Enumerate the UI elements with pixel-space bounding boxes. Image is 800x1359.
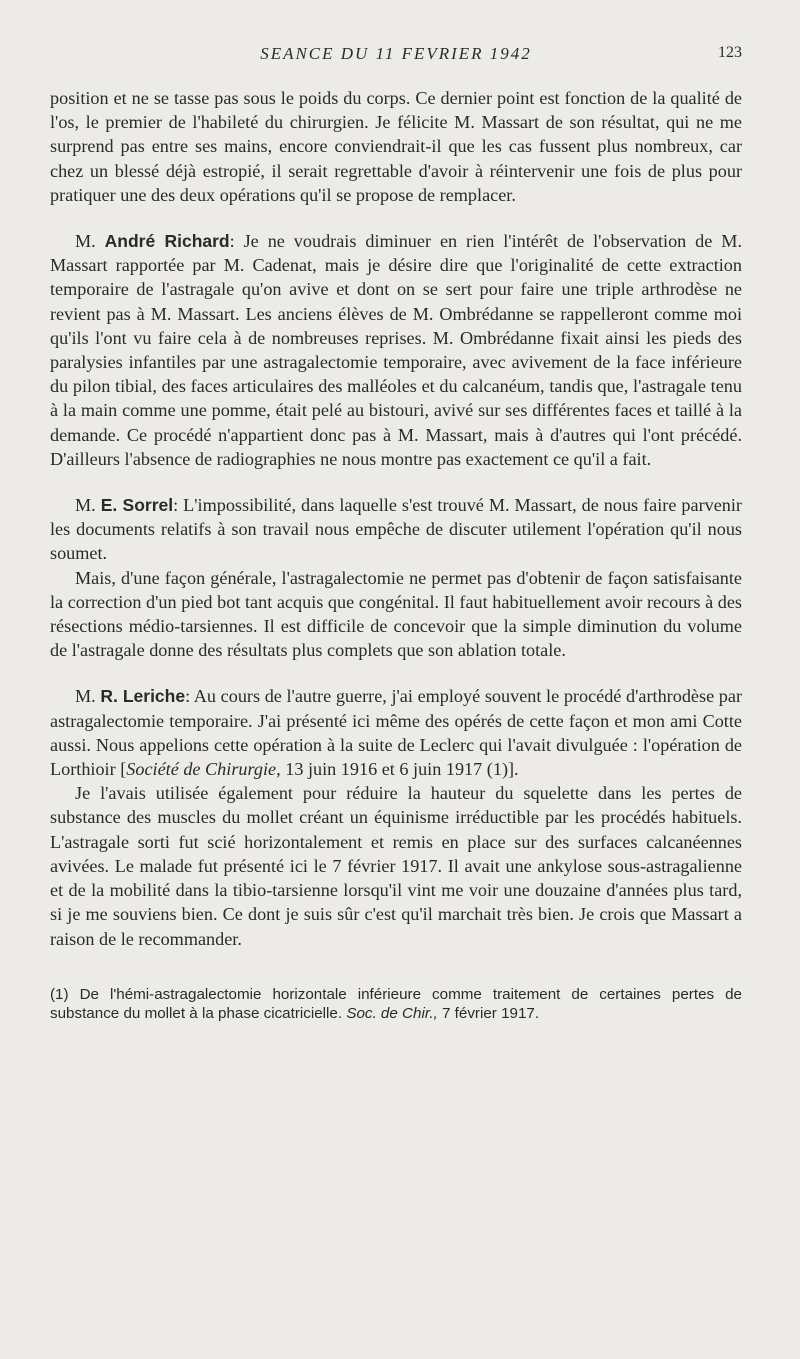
paragraph-text: : Au cours de l'autre guerre, j'ai employé souvent le procédé d'arthrodèse par astragalectomie temporaire. J'ai présenté ici même des opérés de cette façon et mon ami Cotte aussi. Nous appelions cette opération à la suite de Leclerc qui l'avait divulguée : l'opération de Lorthioir [ — [50, 686, 743, 780]
paragraph-richard — [50, 229, 742, 471]
citation-journal: Société de Chirurgie, — [126, 759, 281, 780]
speaker-name-leriche: R. Leriche — [100, 686, 186, 707]
footnote — [50, 985, 742, 1024]
footnote-text: (1) De l'hémi-astragalectomie horizontale inférieure comme traitement de certaines pertes de substance du mollet à la phase cicatricielle. — [50, 985, 742, 1023]
paragraph-leriche — [50, 684, 742, 781]
paragraph-gap — [50, 207, 742, 229]
paragraph-sorrel-continued: Mais, d'une façon générale, l'astragalectomie ne permet pas d'obtenir de façon satisfaisante la correction d'un pied bot tant acquis que congénital. Il faut habituellement avoir recours à des résections médio-tarsiennes. Il est difficile de concevoir que la simple diminution du volume de l'astragale donne des résultats plus complets que son ablation totale. — [50, 567, 742, 661]
speaker-name-richard: André Richard — [104, 231, 230, 252]
speaker-prefix: M. — [75, 495, 101, 516]
footnote-citation: Soc. de Chir., — [346, 1005, 438, 1023]
paragraph-text: : Je ne voudrais diminuer en rien l'intérêt de l'observation de M. Massart rapportée par M. Cadenat, mais je désire dire que l'originalité de cette extraction temporaire de l'astragale qu'on avive et dont on se sert pour faire une triple arthrodèse ne revient pas à M. Massart. Les anciens élèves de M. Ombrédanne se rappelleront comme moi qu'ils l'ont vu faire cela à de nombreuses reprises. M. Ombrédanne fixait ainsi les pieds des paralysies infantiles par une astragalectomie temporaire, avec avivement de la face inférieure du pilon tibial, des faces articulaires des malléoles et du calcanéum, tandis que, l'astragale tenu à la main comme une pomme, était pelé au bistouri, avivé sur ses différentes faces et taillé à la demande. Ce procédé n'appartient donc pas à M. Massart, mais à d'autres qui l'ont précédé. D'ailleurs l'absence de radiographies ne nous montre pas exactement ce qu'il a fait. — [50, 231, 743, 469]
speaker-name-sorrel: E. Sorrel — [100, 495, 174, 516]
paragraph-text: : L'impossibilité, dans laquelle s'est trouvé M. Massart, de nous faire parvenir les documents relatifs à son travail nous empêche de discuter utilement l'opération qu'il nous soumet. — [50, 495, 742, 564]
running-title: SEANCE DU 11 FEVRIER 1942 — [260, 44, 532, 63]
speaker-prefix: M. — [75, 686, 101, 707]
paragraph-gap — [50, 471, 742, 493]
footnote-date: 7 février 1917. — [437, 1005, 540, 1023]
document-page — [50, 40, 742, 1024]
speaker-prefix: M. — [75, 231, 105, 252]
paragraph-text-end: 13 juin 1916 et 6 juin 1917 (1)]. — [280, 759, 519, 780]
paragraph-gap — [50, 662, 742, 684]
paragraph-leriche-continued: Je l'avais utilisée également pour réduire la hauteur du squelette dans les pertes de substance des muscles du mollet créant un équinisme irréductible par les procédés habituels. L'astragale sorti fut scié horizontalement et remis en place sur des surfaces calcanéennes avivées. Le malade fut présenté ici le 7 février 1917. Il avait une ankylose sous-astragalienne et de la mobilité dans la tibio-tarsienne lorsqu'il vint me voir une douzaine d'années plus tard, si je me souviens bien. Ce dont je suis sûr c'est qu'il marchait très bien. Je crois que Massart a raison de le recommander. — [50, 783, 742, 949]
paragraph-sorrel — [50, 493, 742, 566]
running-header — [50, 40, 742, 70]
page-number: 123 — [718, 44, 742, 61]
paragraph-continuation: position et ne se tasse pas sous le poids du corps. Ce dernier point est fonction de la qualité de l'os, le premier de l'habileté du chirurgien. Je félicite M. Massart de son résultat, qui ne me surprend pas entre ses mains, encore conviendrait-il que les cas fussent plus nombreux, car chez un blessé déjà estropié, il serait regrettable d'avoir à réintervenir une fois de plus pour pratiquer une des deux opérations qu'il se propose de remplacer. — [50, 88, 742, 205]
